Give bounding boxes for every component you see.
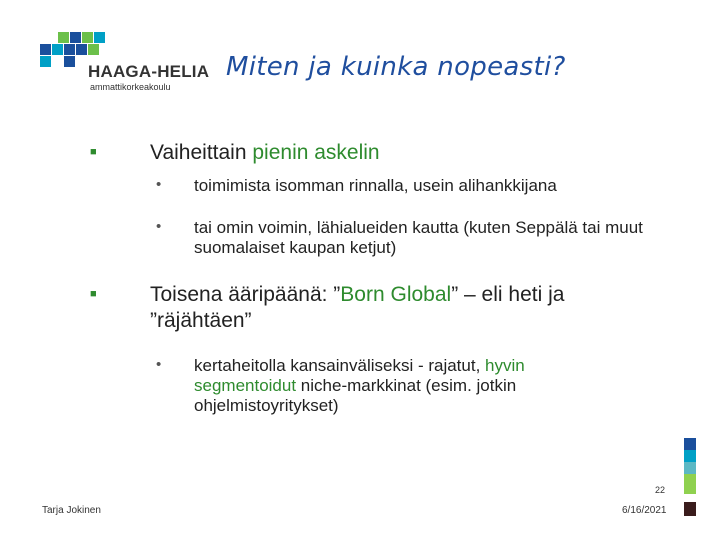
color-stripe-block: [684, 450, 696, 462]
page-number: 22: [655, 485, 666, 495]
slide-title: Miten ja kuinka nopeasti?: [226, 52, 566, 82]
logo-square: [82, 32, 93, 43]
bullet-1: [150, 140, 670, 166]
bullet-2-subitem-1: [194, 356, 614, 416]
color-stripe-block: [684, 438, 696, 450]
logo-square: [88, 44, 99, 55]
bullet-2-subitem-text-after: niche-markkinat (esim. jotkin ohjelmistoyritykset): [194, 376, 517, 415]
bullet-1-text: Vaiheittain: [150, 141, 253, 164]
square-bullet-icon: ■: [90, 288, 97, 300]
square-bullet-icon: ■: [90, 146, 97, 158]
footer-author: Tarja Jokinen: [42, 505, 101, 516]
haaga-helia-logo: [40, 32, 210, 94]
dot-bullet-icon: •: [156, 176, 162, 193]
color-stripe-block: [684, 502, 696, 516]
color-stripe-block: [684, 474, 696, 494]
bullet-2-subitem-highlight: hyvin segmentoidut: [194, 356, 525, 395]
logo-square: [70, 32, 81, 43]
color-stripe-block: [684, 462, 696, 474]
logo-square: [40, 44, 51, 55]
bullet-1-subitem-2: tai omin voimin, lähialueiden kautta (kuten Seppälä tai muut suomalaiset kaupan ketjut): [194, 218, 643, 257]
bullet-2-text-after: ” – eli heti ja ”räjähtäen”: [150, 283, 565, 332]
bullet-1-highlight: pienin askelin: [252, 141, 380, 164]
dot-bullet-icon: •: [156, 356, 162, 373]
logo-name: HAAGA-HELIA: [88, 62, 210, 81]
footer-date: 6/16/2021: [622, 505, 667, 516]
logo-subtitle: ammattikorkeakoulu: [90, 82, 171, 92]
bullet-2-text-before: Toisena ääripäänä: ”: [150, 283, 341, 306]
logo-square: [64, 56, 75, 67]
logo-square: [94, 32, 105, 43]
bullet-2: [150, 282, 670, 334]
logo-square: [52, 44, 63, 55]
bullet-2-subitem-text-before: kertaheitolla kansainväliseksi - rajatut,: [194, 356, 486, 375]
bullet-2-highlight: Born Global: [340, 283, 452, 306]
dot-bullet-icon: •: [156, 218, 162, 235]
logo-square: [64, 44, 75, 55]
logo-square: [76, 44, 87, 55]
bullet-1-subitem-1: toimimista isomman rinnalla, usein alihankkijana: [194, 176, 557, 195]
logo-square: [58, 32, 69, 43]
logo-square: [40, 56, 51, 67]
